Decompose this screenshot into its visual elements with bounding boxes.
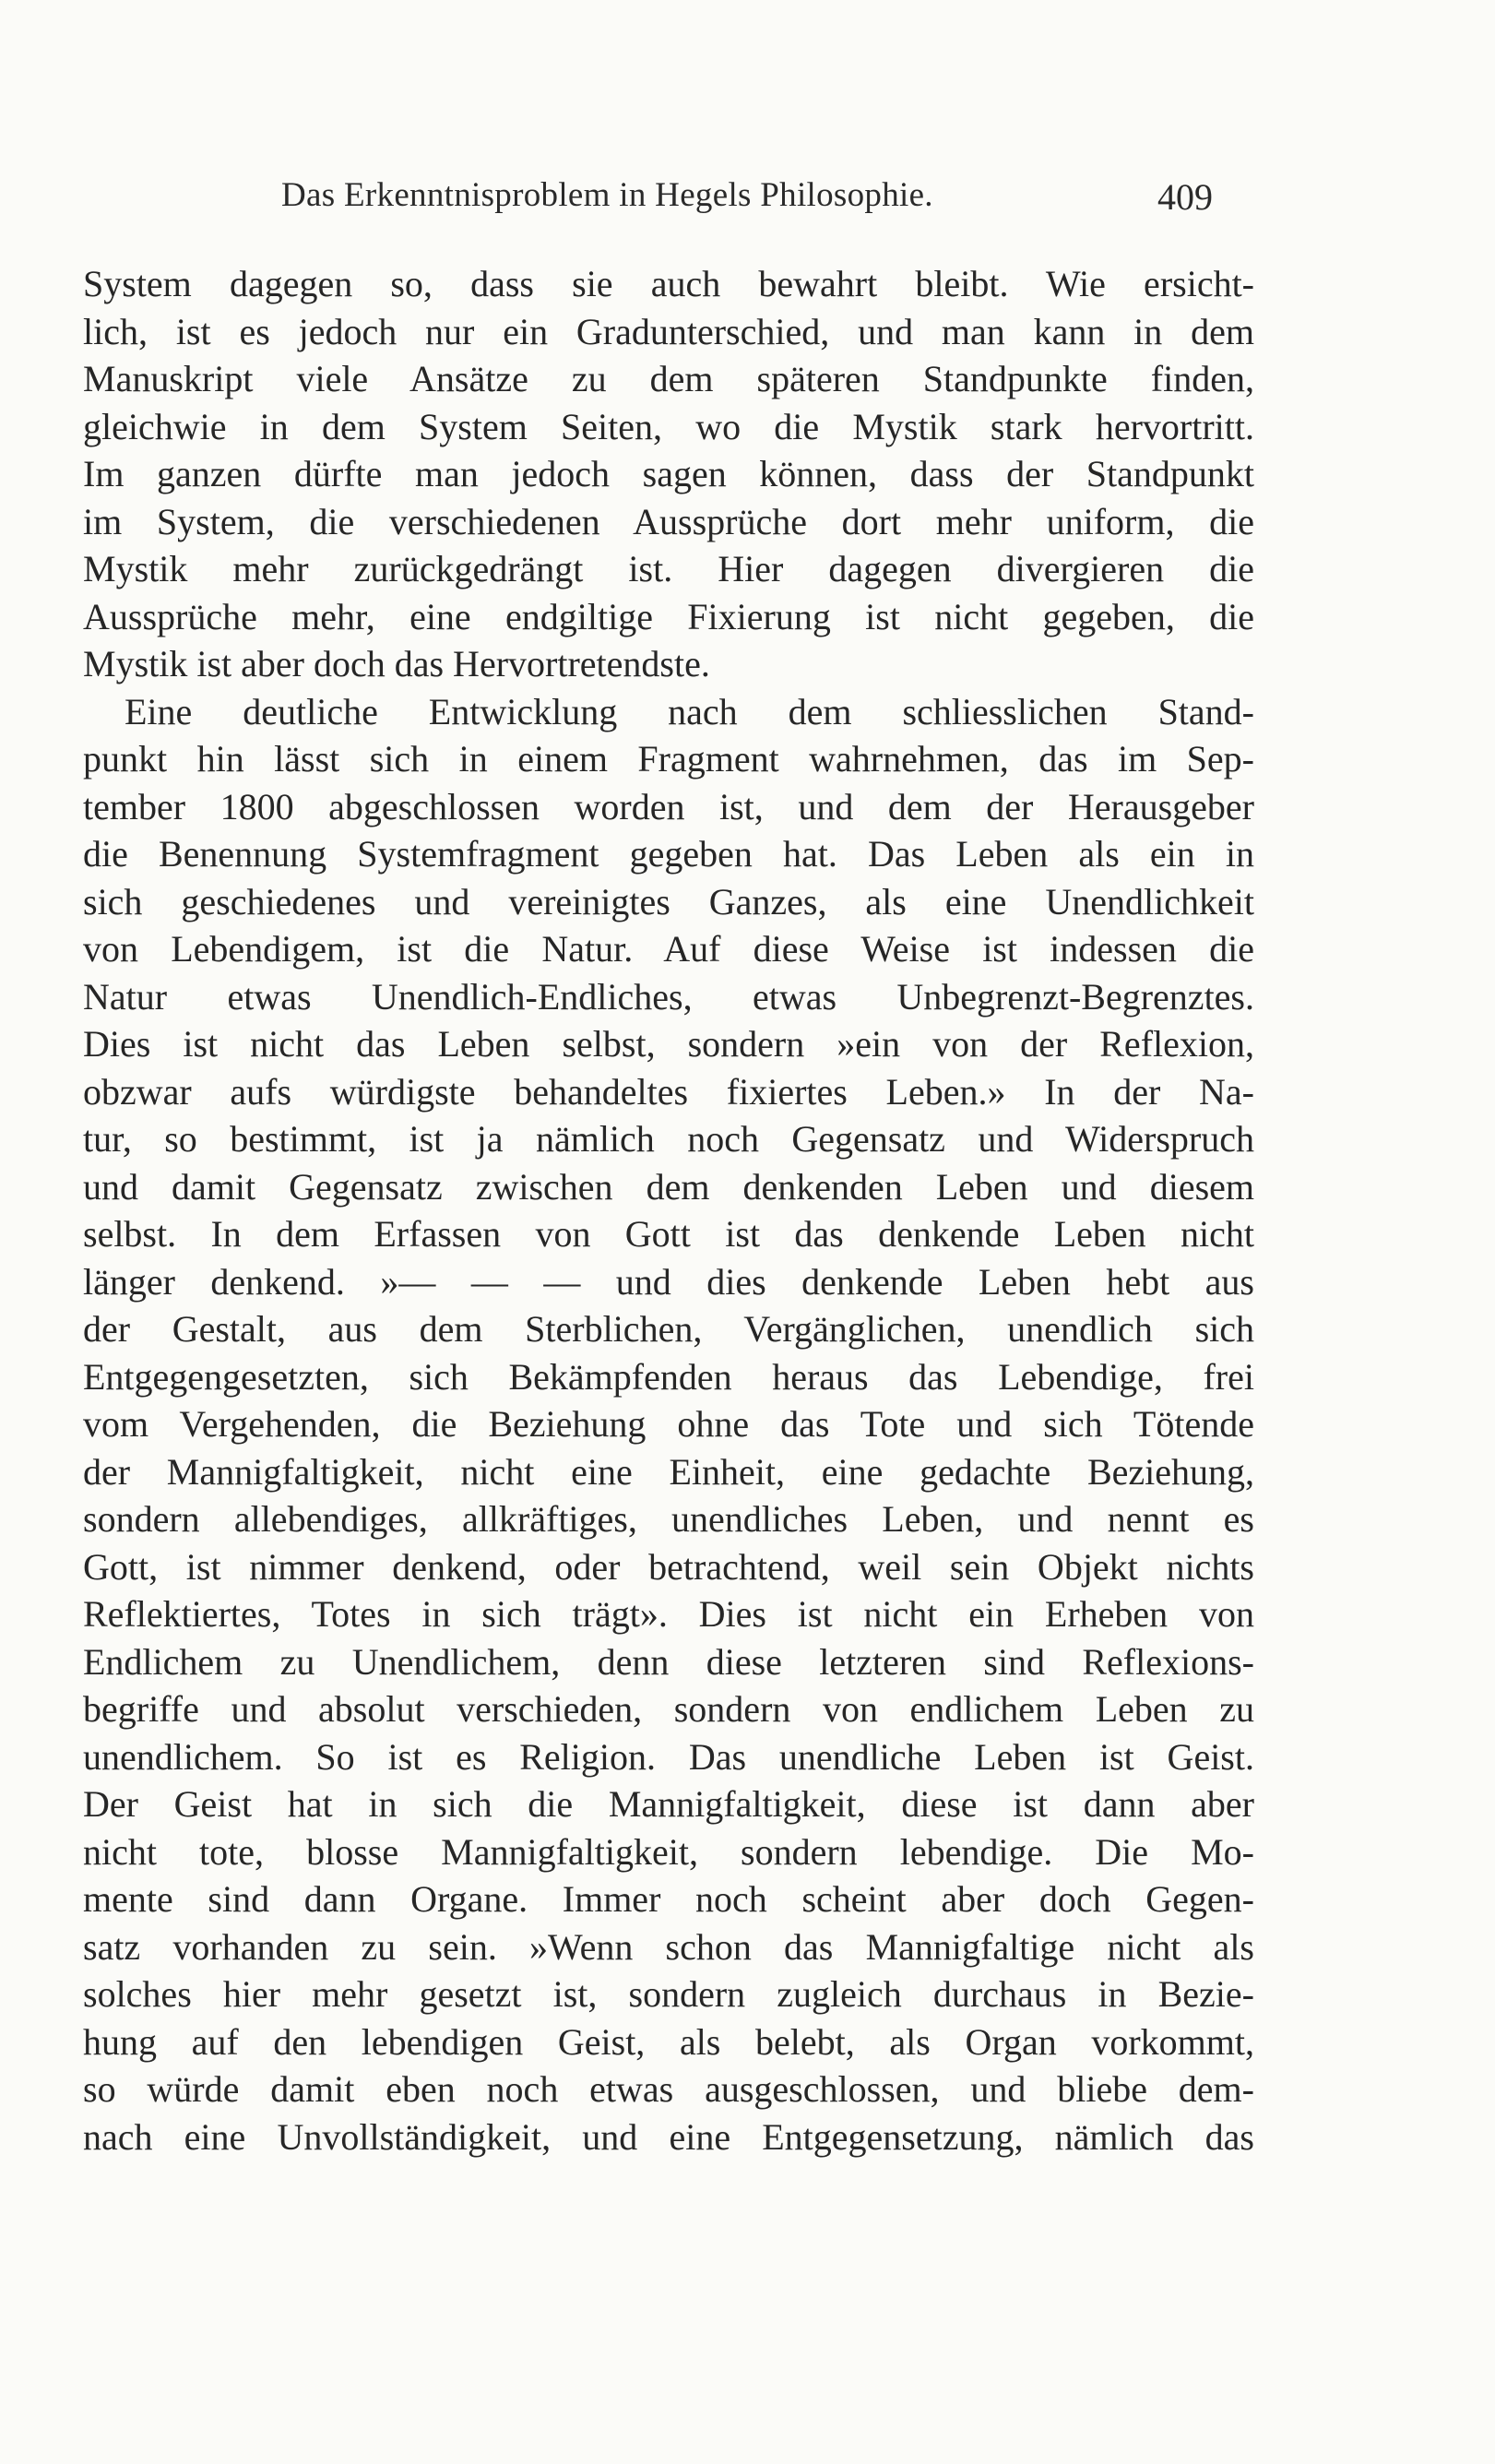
text-line: und damit Gegensatz zwischen dem denkenden Leben und diesem	[83, 1165, 1254, 1208]
text-line: solches hier mehr gesetzt ist, sondern zugleich durchaus in Bezie-	[83, 1973, 1254, 2015]
text-line: so würde damit eben noch etwas ausgeschlossen, und bliebe dem-	[83, 2068, 1254, 2110]
text-line: tur, so bestimmt, ist ja nämlich noch Gegensatz und Widerspruch	[83, 1118, 1254, 1160]
text-line: Im ganzen dürfte man jedoch sagen können, dass der Standpunkt	[83, 453, 1254, 494]
text-line: unendlichem. So ist es Religion. Das unendliche Leben ist Geist.	[83, 1735, 1254, 1778]
text-line: System dagegen so, dass sie auch bewahrt bleibt. Wie ersicht-	[83, 263, 1254, 304]
text-line: Mystik mehr zurückgedrängt ist. Hier dagegen divergieren die	[83, 548, 1254, 589]
text-line: selbst. In dem Erfassen von Gott ist das denkende Leben nicht	[83, 1213, 1254, 1255]
text-line: Manuskript viele Ansätze zu dem späteren Standpunkte finden,	[83, 358, 1254, 399]
text-line: nicht tote, blosse Mannigfaltigkeit, sondern lebendige. Die Mo-	[83, 1830, 1254, 1873]
text-line: sondern allebendiges, allkräftiges, unendliches Leben, und nennt es	[83, 1498, 1254, 1540]
text-line: Gott, ist nimmer denkend, oder betrachtend, weil sein Objekt nichts	[83, 1545, 1254, 1588]
text-line: nach eine Unvollständigkeit, und eine Entgegensetzung, nämlich das	[83, 2115, 1254, 2158]
text-line: Natur etwas Unendlich-Endliches, etwas Unbegrenzt-Begrenztes.	[83, 975, 1254, 1018]
text-line: hung auf den lebendigen Geist, als belebt, als Organ vorkommt,	[83, 2020, 1254, 2063]
text-line: lich, ist es jedoch nur ein Gradunterschied, und man kann in dem	[83, 310, 1254, 352]
page-number: 409	[1157, 176, 1213, 218]
text-line: im System, die verschiedenen Aussprüche dort mehr uniform, die	[83, 500, 1254, 542]
text-line: vom Vergehenden, die Beziehung ohne das Tote und sich Tötende	[83, 1403, 1254, 1445]
page-header	[281, 175, 1213, 221]
text-line: Aussprüche mehr, eine endgiltige Fixierung ist nicht gegeben, die	[83, 595, 1254, 637]
text-line: sich geschiedenes und vereinigtes Ganzes, als eine Unendlichkeit	[83, 880, 1254, 923]
text-line: Entgegengesetzten, sich Bekämpfenden heraus das Lebendige, frei	[83, 1355, 1254, 1398]
text-line: Der Geist hat in sich die Mannigfaltigkeit, diese ist dann aber	[83, 1783, 1254, 1825]
text-line: Mystik ist aber doch das Hervortretendste.	[83, 643, 710, 684]
text-line: der Mannigfaltigkeit, nicht eine Einheit, eine gedachte Beziehung,	[83, 1450, 1254, 1493]
text-line: punkt hin lässt sich in einem Fragment wahrnehmen, das im Sep-	[83, 738, 1254, 780]
text-line: tember 1800 abgeschlossen worden ist, und dem der Herausgeber	[83, 785, 1254, 827]
text-line: von Lebendigem, ist die Natur. Auf diese Weise ist indessen die	[83, 928, 1254, 970]
text-line: Dies ist nicht das Leben selbst, sondern »ein von der Reflexion,	[83, 1023, 1254, 1065]
text-line: obzwar aufs würdigste behandeltes fixiertes Leben.» In der Na-	[83, 1070, 1254, 1113]
text-line: mente sind dann Organe. Immer noch scheint aber doch Gegen-	[83, 1878, 1254, 1920]
running-title: Das Erkenntnisproblem in Hegels Philosophie.	[281, 176, 933, 214]
body-text	[83, 260, 1254, 2160]
text-line: länger denkend. »— — — und dies denkende Leben hebt aus	[83, 1260, 1254, 1303]
text-line: Reflektiertes, Totes in sich trägt». Dies ist nicht ein Erheben von	[83, 1593, 1254, 1635]
text-line: der Gestalt, aus dem Sterblichen, Vergänglichen, unendlich sich	[83, 1308, 1254, 1350]
paragraph-start-line: Eine deutliche Entwicklung nach dem schliesslichen Stand-	[125, 690, 1254, 732]
text-line: Endlichem zu Unendlichem, denn diese letzteren sind Reflexions-	[83, 1640, 1254, 1683]
text-line: die Benennung Systemfragment gegeben hat. Das Leben als ein in	[83, 833, 1254, 875]
text-line: begriffe und absolut verschieden, sondern von endlichem Leben zu	[83, 1688, 1254, 1730]
text-line: gleichwie in dem System Seiten, wo die Mystik stark hervortritt.	[83, 405, 1254, 447]
text-line: satz vorhanden zu sein. »Wenn schon das Mannigfaltige nicht als	[83, 1925, 1254, 1968]
